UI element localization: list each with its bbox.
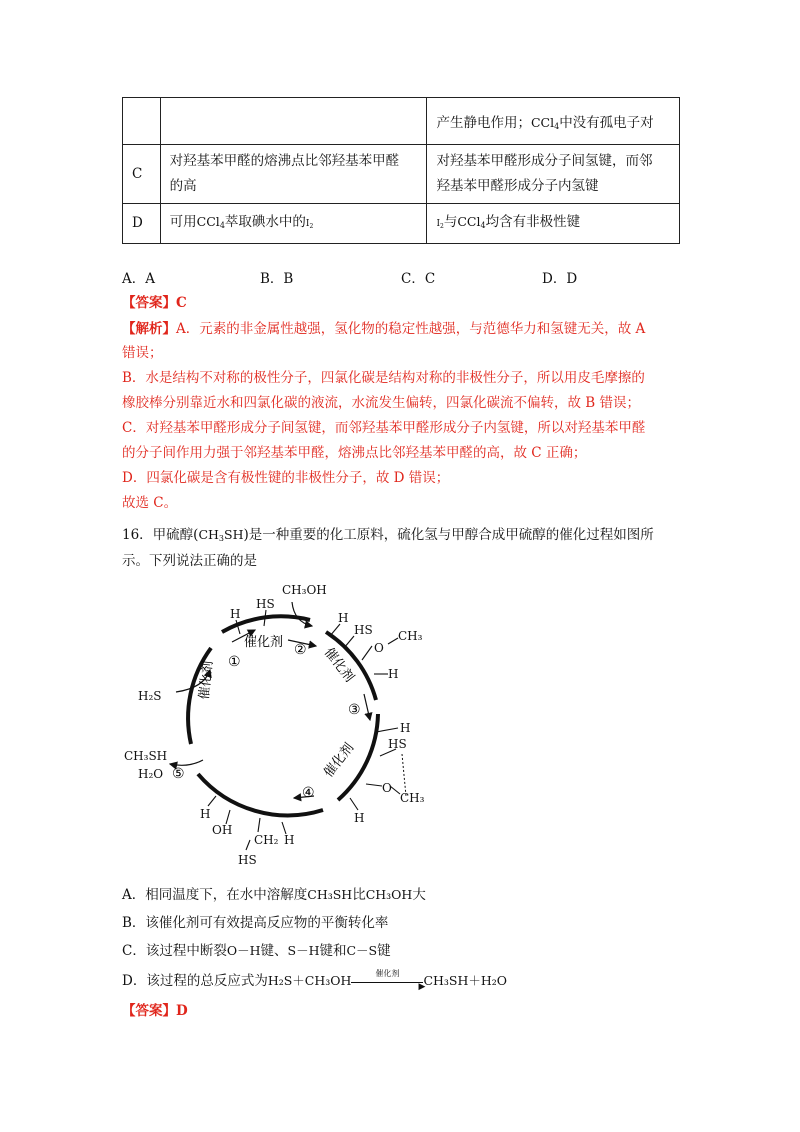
table-row [123,98,680,145]
reason-cell [427,204,680,244]
catalyst-label: 催化剂 [320,645,357,686]
h2s-label: H₂S [138,689,162,703]
catalyst-label: 催化剂 [321,740,358,781]
table-cell [123,98,161,145]
option-text: C．该过程中断裂 [122,943,227,959]
analysis-line: 错误； [122,345,163,361]
formula-subscript: 2 [440,222,444,230]
analysis-line: 的分子间作用力强于邻羟基苯甲醛，熔沸点比邻羟基苯甲醛的高，故 C 正确； [122,445,587,461]
step-number: ⑤ [172,766,185,782]
statement-text: 可用 [169,213,197,230]
table-row [123,145,680,204]
analysis-text: A．元素的非金属性越强，氢化物的稳定性越强，与范德华力和氢键无关，故 A [176,321,646,337]
atom-label: H [400,721,411,735]
reason-text: 产生静电作用； [436,114,531,131]
reaction-arrow [351,969,426,992]
reason-text: 与 [443,213,458,230]
answer-value: C [176,295,187,311]
statement-cell [160,204,427,244]
analysis-line: 橡胶棒分别靠近水和四氯化碳的液流，水流发生偏转，四氯化碳流不偏转，故 B 错误； [122,395,641,411]
atom-label: O [374,641,384,655]
bond [208,796,216,806]
formula-subscript: 4 [480,220,486,230]
step-number: ③ [348,702,361,718]
arrow-head-icon: ▶ [418,982,426,992]
option-text: 键 [377,943,391,959]
option-d: D．D [542,271,578,287]
formula: CH₃SH [307,887,353,902]
reaction-condition: 催化剂 [375,969,400,978]
bond [350,798,358,810]
atom-label: HS [388,737,407,751]
atom-label: H [338,611,349,625]
statement-line: 的高 [169,178,197,194]
bond [330,624,340,636]
ch3sh-label: CH₃SH [124,749,168,763]
atom-label: CH₃ [400,791,425,805]
formula: CCl [457,213,481,229]
formula: I [305,218,310,229]
formula: SH [224,527,244,542]
catalyst-label: 催化剂 [244,635,284,650]
equation-right: CH₃SH＋H₂O [423,973,508,988]
ch3oh-label: CH₃OH [282,583,327,597]
analysis-line [122,318,645,340]
step-number: ① [228,654,241,670]
formula-subscript: 4 [219,220,225,230]
answer-value: D [176,1003,188,1019]
formula-subscript: 4 [554,121,560,131]
formula-subscript: 3 [218,534,225,543]
question-text: 16．甲硫醇( [122,527,199,543]
atom-label: CH₃ [398,629,423,643]
step-number: ② [294,642,307,658]
bond-formula: O－H [226,943,261,958]
analysis-line: C．对羟基苯甲醛形成分子间氢键，而邻羟基苯甲醛形成分子内氢键，所以对羟基苯甲醛 [122,420,646,436]
reason-cell [427,145,680,204]
atom-label: HS [354,623,373,637]
formula: CCl [530,114,555,130]
bond [344,636,354,648]
atom-label: H [230,607,241,621]
q16-option-b: B．该催化剂可有效提高反应物的平衡转化率 [122,915,389,931]
analysis-label: 【解析】 [122,321,176,337]
answer-16 [122,1000,188,1022]
formula-subscript: 2 [309,222,314,230]
option-text: 比 [352,887,366,903]
catalyst-label: 催化剂 [197,660,217,701]
q15-options [122,267,722,287]
q16-option-a [122,884,426,906]
option-text: A．相同温度下，在水中溶解度 [122,887,308,903]
option-text: 键和 [319,943,347,959]
analysis-line: D．四氯化碳是含有极性键的非极性分子，故 D 错误； [122,470,450,486]
atom-label: H [388,667,399,681]
h2o-label: H₂O [138,767,164,781]
question-16-line [122,524,654,550]
row-label: C [123,145,161,204]
bond [226,810,230,824]
atom-label: O [382,781,392,795]
atom-label: HS [256,597,275,611]
formula: I [436,218,441,229]
bond [376,728,398,732]
statement-text: 萃取碘水中的 [224,213,306,230]
atom-label: H [354,811,365,825]
bond [362,646,372,660]
analysis-line: 故选 C。 [122,495,178,511]
option-text: D．该过程的总反应式为 [122,973,268,989]
step-arrow [364,694,370,720]
statement-cell [160,145,427,204]
option-b: B．B [260,271,294,287]
bond [258,818,260,832]
bond-formula: S－H [287,943,320,958]
table-cell [160,98,427,145]
reason-text: 中没有孤电子对 [559,114,654,131]
atom-label: H [200,807,211,821]
statement-line: 对羟基苯甲醛的熔沸点比邻羟基苯甲醛 [169,153,400,169]
atom-label: H [284,833,295,847]
answer-15 [122,292,187,314]
step-number: ④ [302,785,315,801]
formula: CH [198,527,219,542]
reason-text: 均含有非极性键 [485,213,581,230]
dashed-interaction [402,754,406,796]
option-text: 大 [412,887,426,903]
option-text: 键、 [260,943,288,959]
table-row [123,204,680,244]
bond [246,840,250,850]
catalytic-cycle-diagram [118,574,458,874]
option-c: C．C [401,271,436,287]
atom-label: OH [212,823,233,837]
bond-formula: C－S [346,943,378,958]
bond [366,784,382,786]
q16-option-c [122,940,391,962]
bond [388,638,398,644]
analysis-line: B．水是结构不对称的极性分子，四氯化碳是结构对称的非极性分子，所以用皮毛摩擦的 [122,370,645,386]
question-text: )是一种重要的化工原料，硫化氢与甲醇合成甲硫醇的催化过程如图所 [243,527,654,543]
question-table [122,97,680,244]
row-label: D [123,204,161,244]
table-cell [427,98,680,145]
equation-left: H₂S＋CH₃OH [267,973,352,988]
answer-label: 【答案】 [122,1003,176,1019]
option-a: A．A [122,271,155,287]
atom-label: CH₂ [254,833,279,847]
answer-label: 【答案】 [122,295,176,311]
q16-option-d [122,970,507,992]
atom-label: HS [238,853,257,867]
reason-line: 对羟基苯甲醛形成分子间氢键，而邻 [436,153,653,169]
reason-line: 羟基苯甲醛形成分子内氢键 [436,178,599,194]
formula: CCl [196,213,220,229]
ch3oh-arrow [292,602,312,626]
formula: CH₃OH [365,887,413,902]
product-arrow [170,760,203,765]
question-16-line: 示。下列说法正确的是 [122,553,257,569]
